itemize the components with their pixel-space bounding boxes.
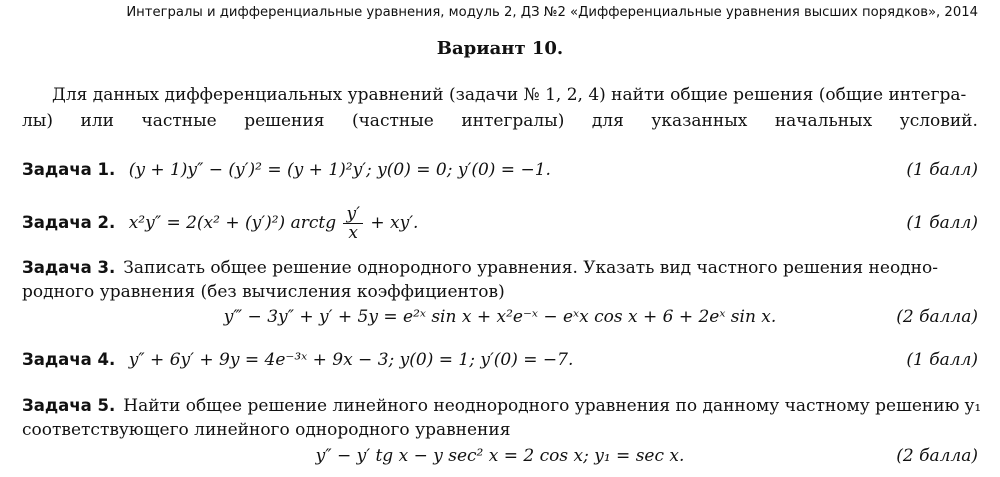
- intro-word: лы): [22, 111, 53, 131]
- problem-2-equation-post: + xy′.: [370, 213, 419, 233]
- problem-2-equation-pre: x²y″ = 2(x² + (y′)²) arctg: [128, 213, 337, 233]
- intro-word: частные: [141, 111, 217, 131]
- problem-5-text-line-1: Найти общее решение линейного неоднородного уравнения по данному частному решению y₁: [123, 396, 982, 416]
- problem-3-equation: y‴ − 3y″ + y′ + 5y = e²ˣ sin x + x²e⁻ˣ − eˣx cos x + 6 + 2eˣ sin x.: [223, 307, 777, 327]
- problem-4-label: Задача 4.: [22, 350, 116, 369]
- problem-1-label: Задача 1.: [22, 160, 116, 179]
- intro-line-2: [22, 108, 978, 134]
- problem-2-label: Задача 2.: [22, 213, 116, 232]
- problem-3-equation-line: [22, 307, 978, 331]
- problem-5-equation: y″ − y′ tg x − y sec² x = 2 cos x; y₁ = sec x.: [315, 446, 685, 466]
- fraction-denominator: x: [348, 223, 359, 243]
- page-title: Вариант 10.: [436, 38, 564, 59]
- intro-word: условий.: [899, 111, 978, 131]
- intro-word: указанных: [651, 111, 748, 131]
- intro-word: для: [591, 111, 624, 131]
- intro-line-1: Для данных дифференциальных уравнений (задачи № 1, 2, 4) найти общие решения (общие интегра-: [52, 85, 967, 105]
- problem-5-score: (2 балла): [896, 446, 978, 466]
- intro-word: решения: [244, 111, 325, 131]
- problem-3-text-line-1: Записать общее решение однородного уравнения. Указать вид частного решения неодно-: [123, 258, 938, 278]
- problem-5-label: Задача 5.: [22, 396, 116, 415]
- intro-word: начальных: [774, 111, 873, 131]
- problem-3-label: Задача 3.: [22, 258, 116, 277]
- problem-5-text: [22, 394, 982, 442]
- problem-2: [22, 205, 978, 242]
- intro-word: или: [80, 111, 114, 131]
- problem-1-score: (1 балл): [906, 160, 978, 180]
- intro-word: (частные: [351, 111, 434, 131]
- fraction-numerator: y′: [343, 205, 362, 224]
- intro-paragraph: [22, 82, 978, 134]
- problem-1: [22, 160, 978, 180]
- problem-1-equation: (y + 1)y″ − (y′)² = (y + 1)²y′; y(0) = 0; y′(0) = −1.: [128, 160, 551, 180]
- problem-3-text: [22, 256, 978, 304]
- problem-3-text-line-2: родного уравнения (без вычисления коэффициентов): [22, 282, 505, 302]
- problem-4-score: (1 балл): [906, 350, 978, 370]
- problem-2-fraction: [343, 205, 362, 242]
- intro-word: интегралы): [461, 111, 565, 131]
- problem-4: [22, 350, 978, 370]
- problem-5-equation-line: [22, 446, 978, 470]
- page-header: Интегралы и дифференциальные уравнения, модуль 2, ДЗ №2 «Дифференциальные уравнения высших порядков», 2014: [126, 5, 978, 20]
- problem-5-text-line-2: соответствующего линейного однородного уравнения: [22, 420, 511, 440]
- problem-4-equation: y″ + 6y′ + 9y = 4e⁻³ˣ + 9x − 3; y(0) = 1; y′(0) = −7.: [128, 350, 574, 370]
- problem-3-score: (2 балла): [896, 307, 978, 327]
- problem-2-score: (1 балл): [906, 213, 978, 233]
